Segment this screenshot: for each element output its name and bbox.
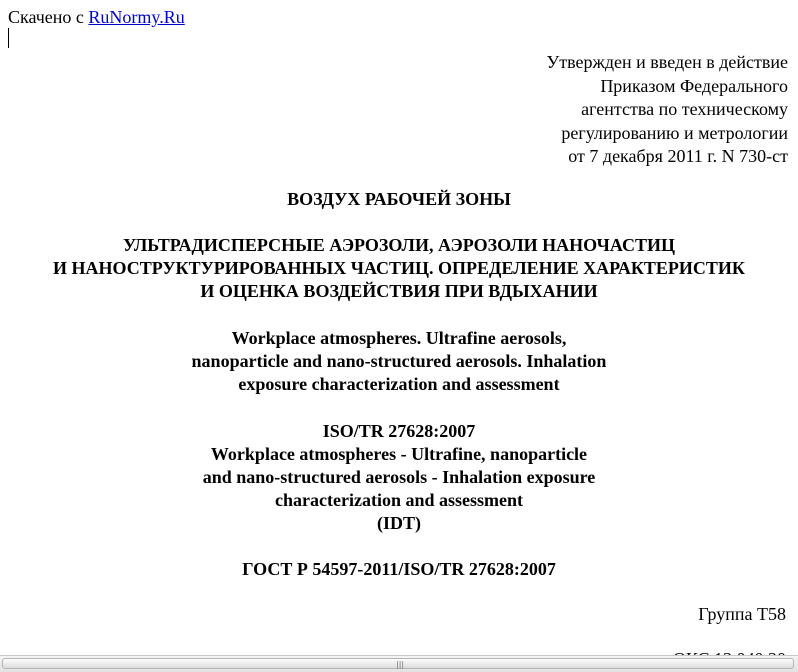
english-title-line: nanoparticle and nano-structured aerosols. Inhalation	[191, 351, 607, 371]
approval-block	[546, 51, 788, 169]
english-title-line: Workplace atmospheres. Ultrafine aerosols,	[231, 328, 567, 348]
downloaded-prefix: Скачено с	[8, 7, 89, 27]
gost-block	[0, 558, 798, 581]
english-title	[0, 327, 798, 396]
approval-line: Утвержден и введен в действие	[546, 52, 788, 72]
subtitle-line: УЛЬТРАДИСПЕРСНЫЕ АЭРОЗОЛИ, АЭРОЗОЛИ НАНОЧАСТИЦ	[123, 235, 675, 255]
document-main-title	[0, 188, 798, 211]
runormy-link[interactable]: RuNormy.Ru	[88, 7, 185, 27]
horizontal-scrollbar[interactable]	[0, 655, 798, 672]
approval-line: регулированию и метрологии	[561, 122, 788, 143]
english-title-line: exposure characterization and assessment	[238, 374, 560, 394]
iso-block	[0, 420, 798, 535]
subtitle-line: И ОЦЕНКА ВОЗДЕЙСТВИЯ ПРИ ВДЫХАНИИ	[200, 281, 598, 301]
group-label: Группа Т58	[698, 604, 786, 624]
downloaded-from-line	[8, 6, 185, 28]
iso-title-line: and nano-structured aerosols - Inhalation exposure	[202, 467, 596, 487]
iso-code: ISO/TR 27628:2007	[322, 421, 476, 441]
approval-line: Приказом Федерального	[600, 75, 788, 96]
text-cursor	[8, 28, 9, 48]
idt-label: (IDT)	[377, 513, 421, 533]
iso-title-line: characterization and assessment	[275, 490, 523, 510]
iso-title-line: Workplace atmospheres - Ultrafine, nanoparticle	[210, 444, 588, 464]
subtitle-line: И НАНОСТРУКТУРИРОВАННЫХ ЧАСТИЦ. ОПРЕДЕЛЕНИЕ ХАРАКТЕРИСТИК	[53, 258, 745, 278]
gost-code: ГОСТ Р 54597-2011/ISO/TR 27628:2007	[242, 559, 556, 579]
document-subtitle	[0, 234, 798, 303]
approval-line: от 7 декабря 2011 г. N 730-ст	[568, 146, 788, 166]
scrollbar-grip-icon: |||	[396, 660, 405, 669]
main-title-line: ВОЗДУХ РАБОЧЕЙ ЗОНЫ	[287, 189, 511, 209]
scrollbar-thumb[interactable]	[2, 658, 794, 669]
approval-line: агентства по техническому	[581, 99, 788, 119]
